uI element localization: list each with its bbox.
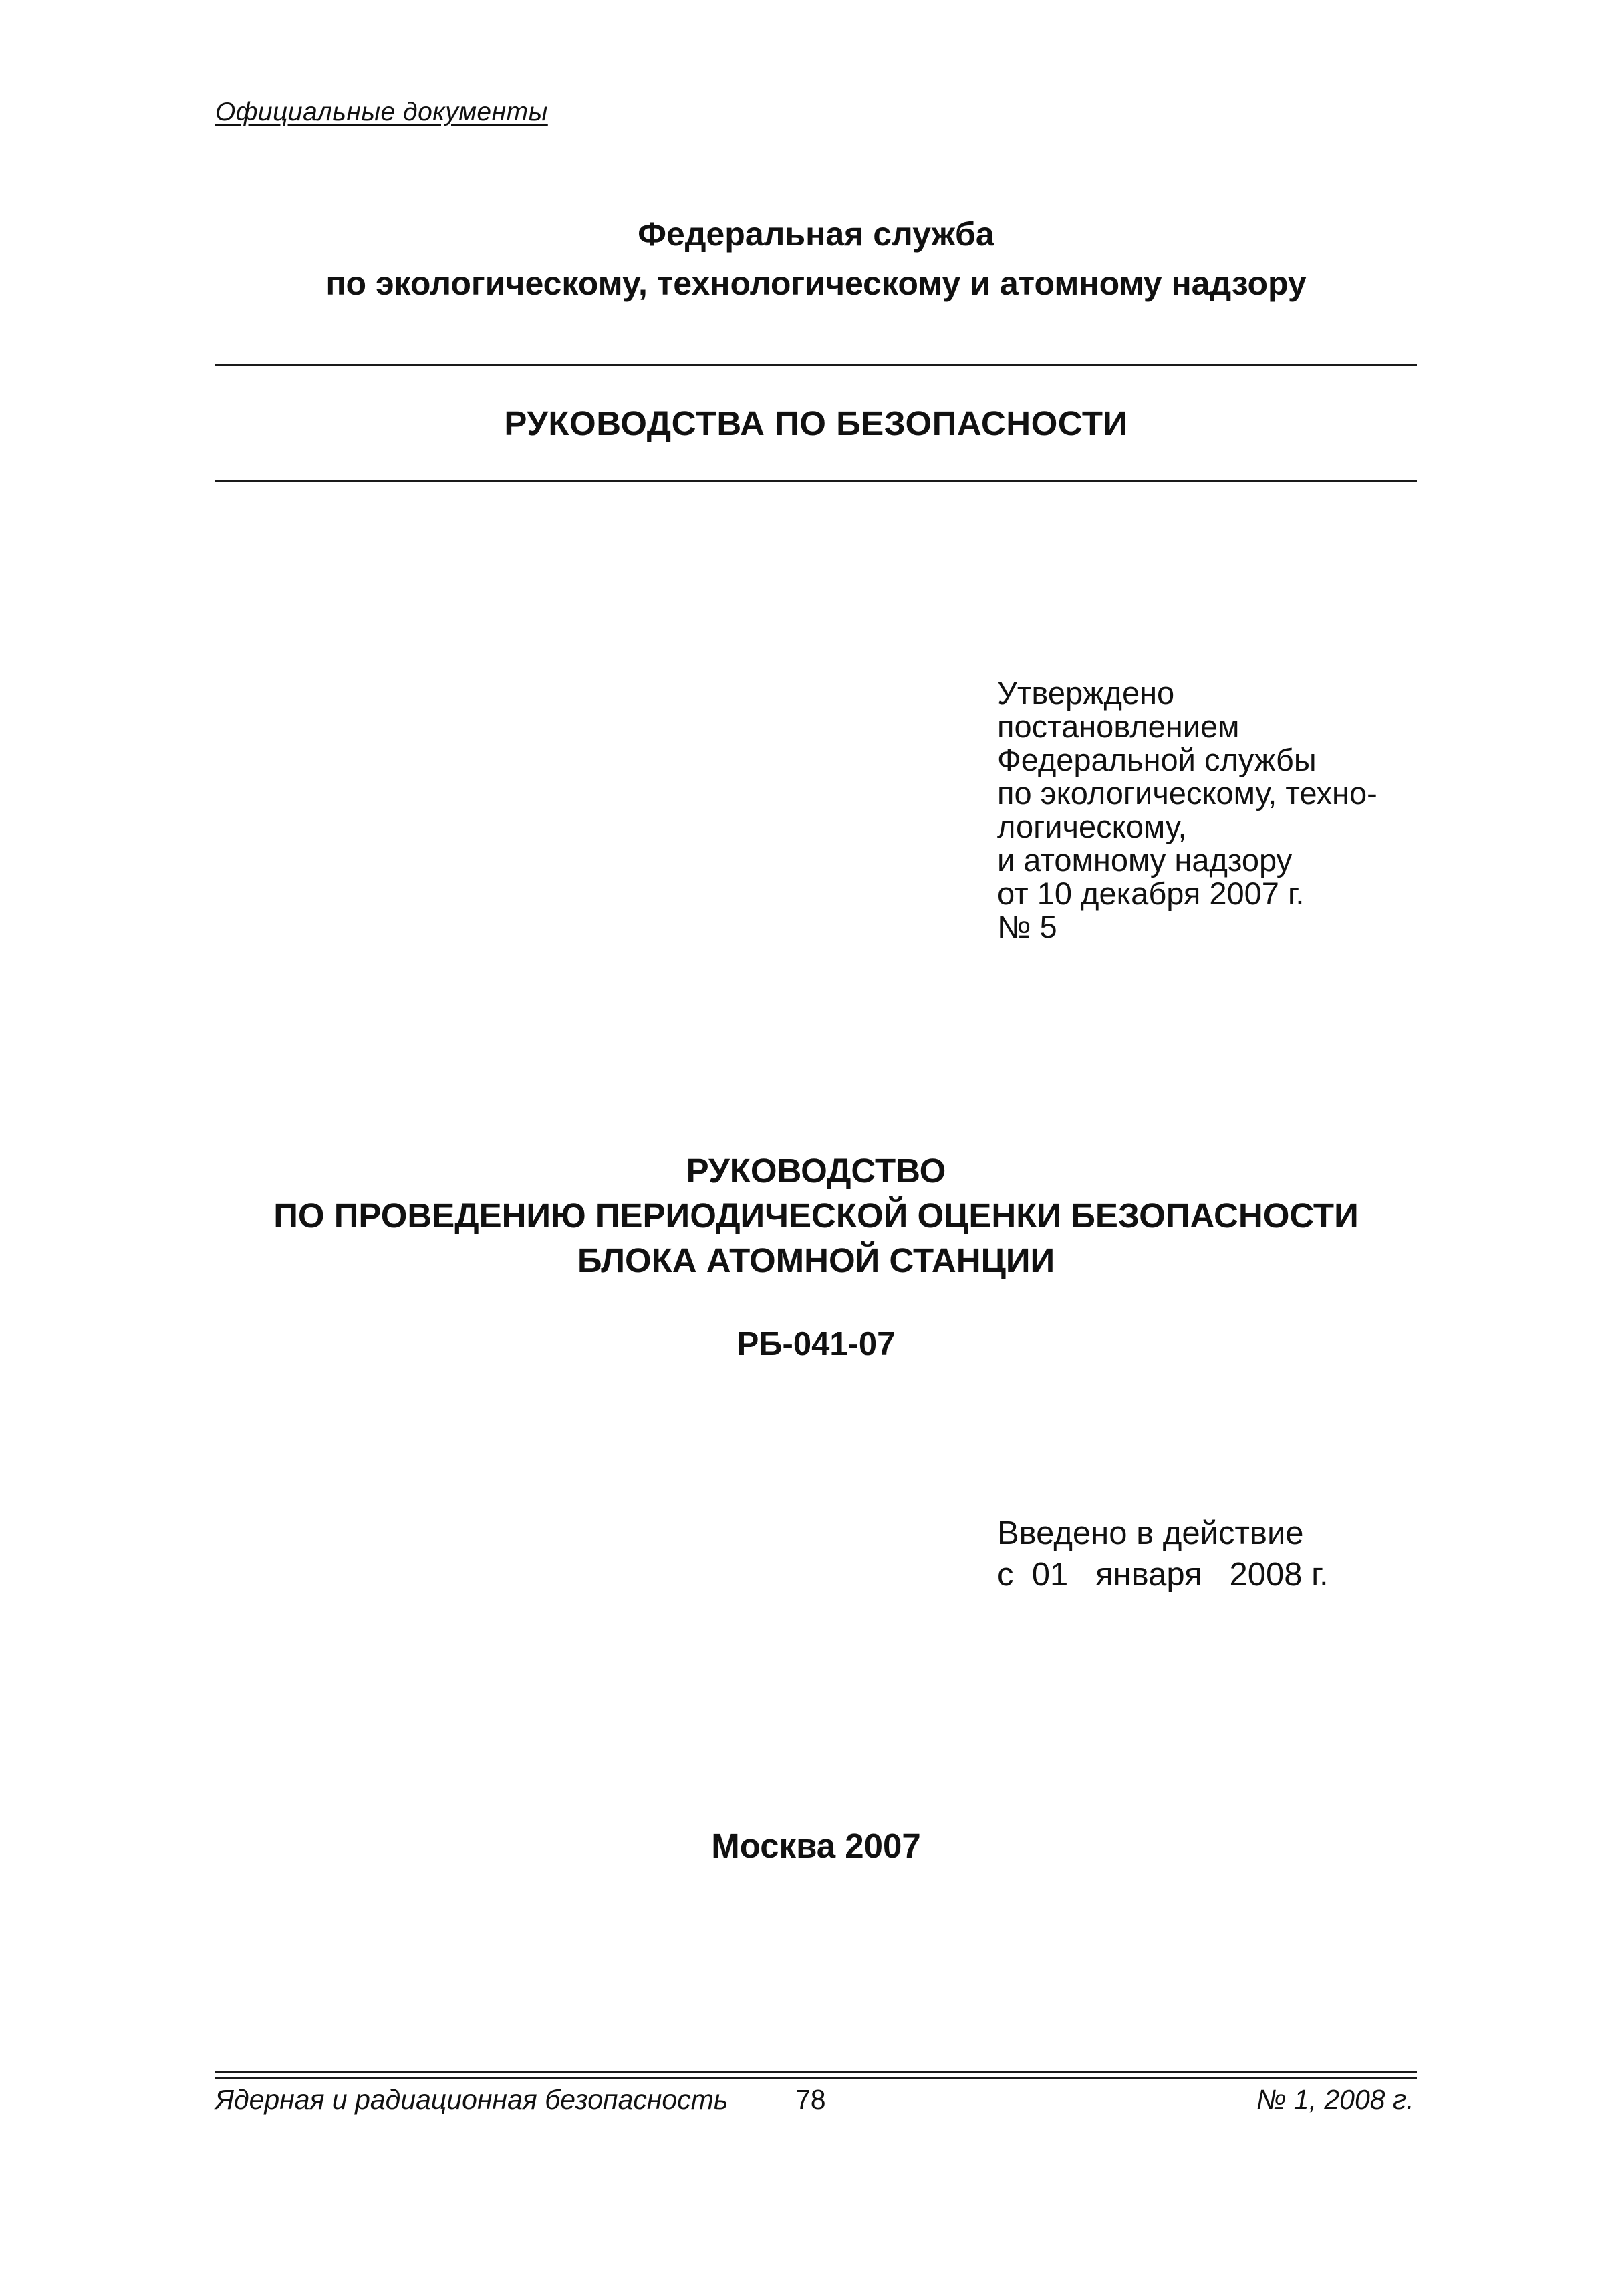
section-title: РУКОВОДСТВА ПО БЕЗОПАСНОСТИ [504, 404, 1128, 442]
approval-block [997, 676, 1377, 944]
approval-line: Федеральной службы [997, 742, 1317, 777]
city-year: Москва 2007 [711, 1827, 921, 1865]
document-title-line-3: БЛОКА АТОМНОЙ СТАНЦИИ [577, 1241, 1055, 1279]
footer-rule-1 [215, 2071, 1417, 2073]
effective-line-2: с 01 января 2008 г. [997, 1557, 1329, 1593]
header-note: Официальные документы [215, 98, 548, 126]
footer-rule-2 [215, 2077, 1417, 2079]
footer-journal-name: Ядерная и радиационная безопасность [215, 2084, 728, 2115]
document-title-line-1: РУКОВОДСТВО [686, 1152, 946, 1190]
effective-line-1: Введено в действие [997, 1515, 1304, 1551]
bottom-divider [215, 480, 1417, 482]
approval-line: постановлением [997, 709, 1240, 744]
agency-name [215, 209, 1417, 308]
approval-line: от 10 декабря 2007 г. [997, 876, 1305, 911]
agency-line-1: Федеральная служба [638, 215, 994, 253]
approval-line: Утверждено [997, 675, 1175, 711]
document-title [215, 1148, 1417, 1283]
footer-issue: № 1, 2008 г. [1256, 2084, 1414, 2115]
approval-line: логическому, [997, 809, 1187, 844]
document-title-line-2: ПО ПРОВЕДЕНИЮ ПЕРИОДИЧЕСКОЙ ОЦЕНКИ БЕЗОПАСНОСТИ [273, 1196, 1359, 1235]
approval-line: и атомному надзору [997, 842, 1293, 878]
agency-line-2: по экологическому, технологическому и атомному надзору [325, 265, 1307, 302]
document-code: РБ-041-07 [737, 1326, 896, 1362]
approval-line: по экологическому, техно- [997, 775, 1377, 811]
top-divider [215, 364, 1417, 366]
effective-date-block [997, 1513, 1329, 1596]
footer-page-number: 78 [795, 2084, 826, 2115]
approval-line: № 5 [997, 909, 1057, 944]
